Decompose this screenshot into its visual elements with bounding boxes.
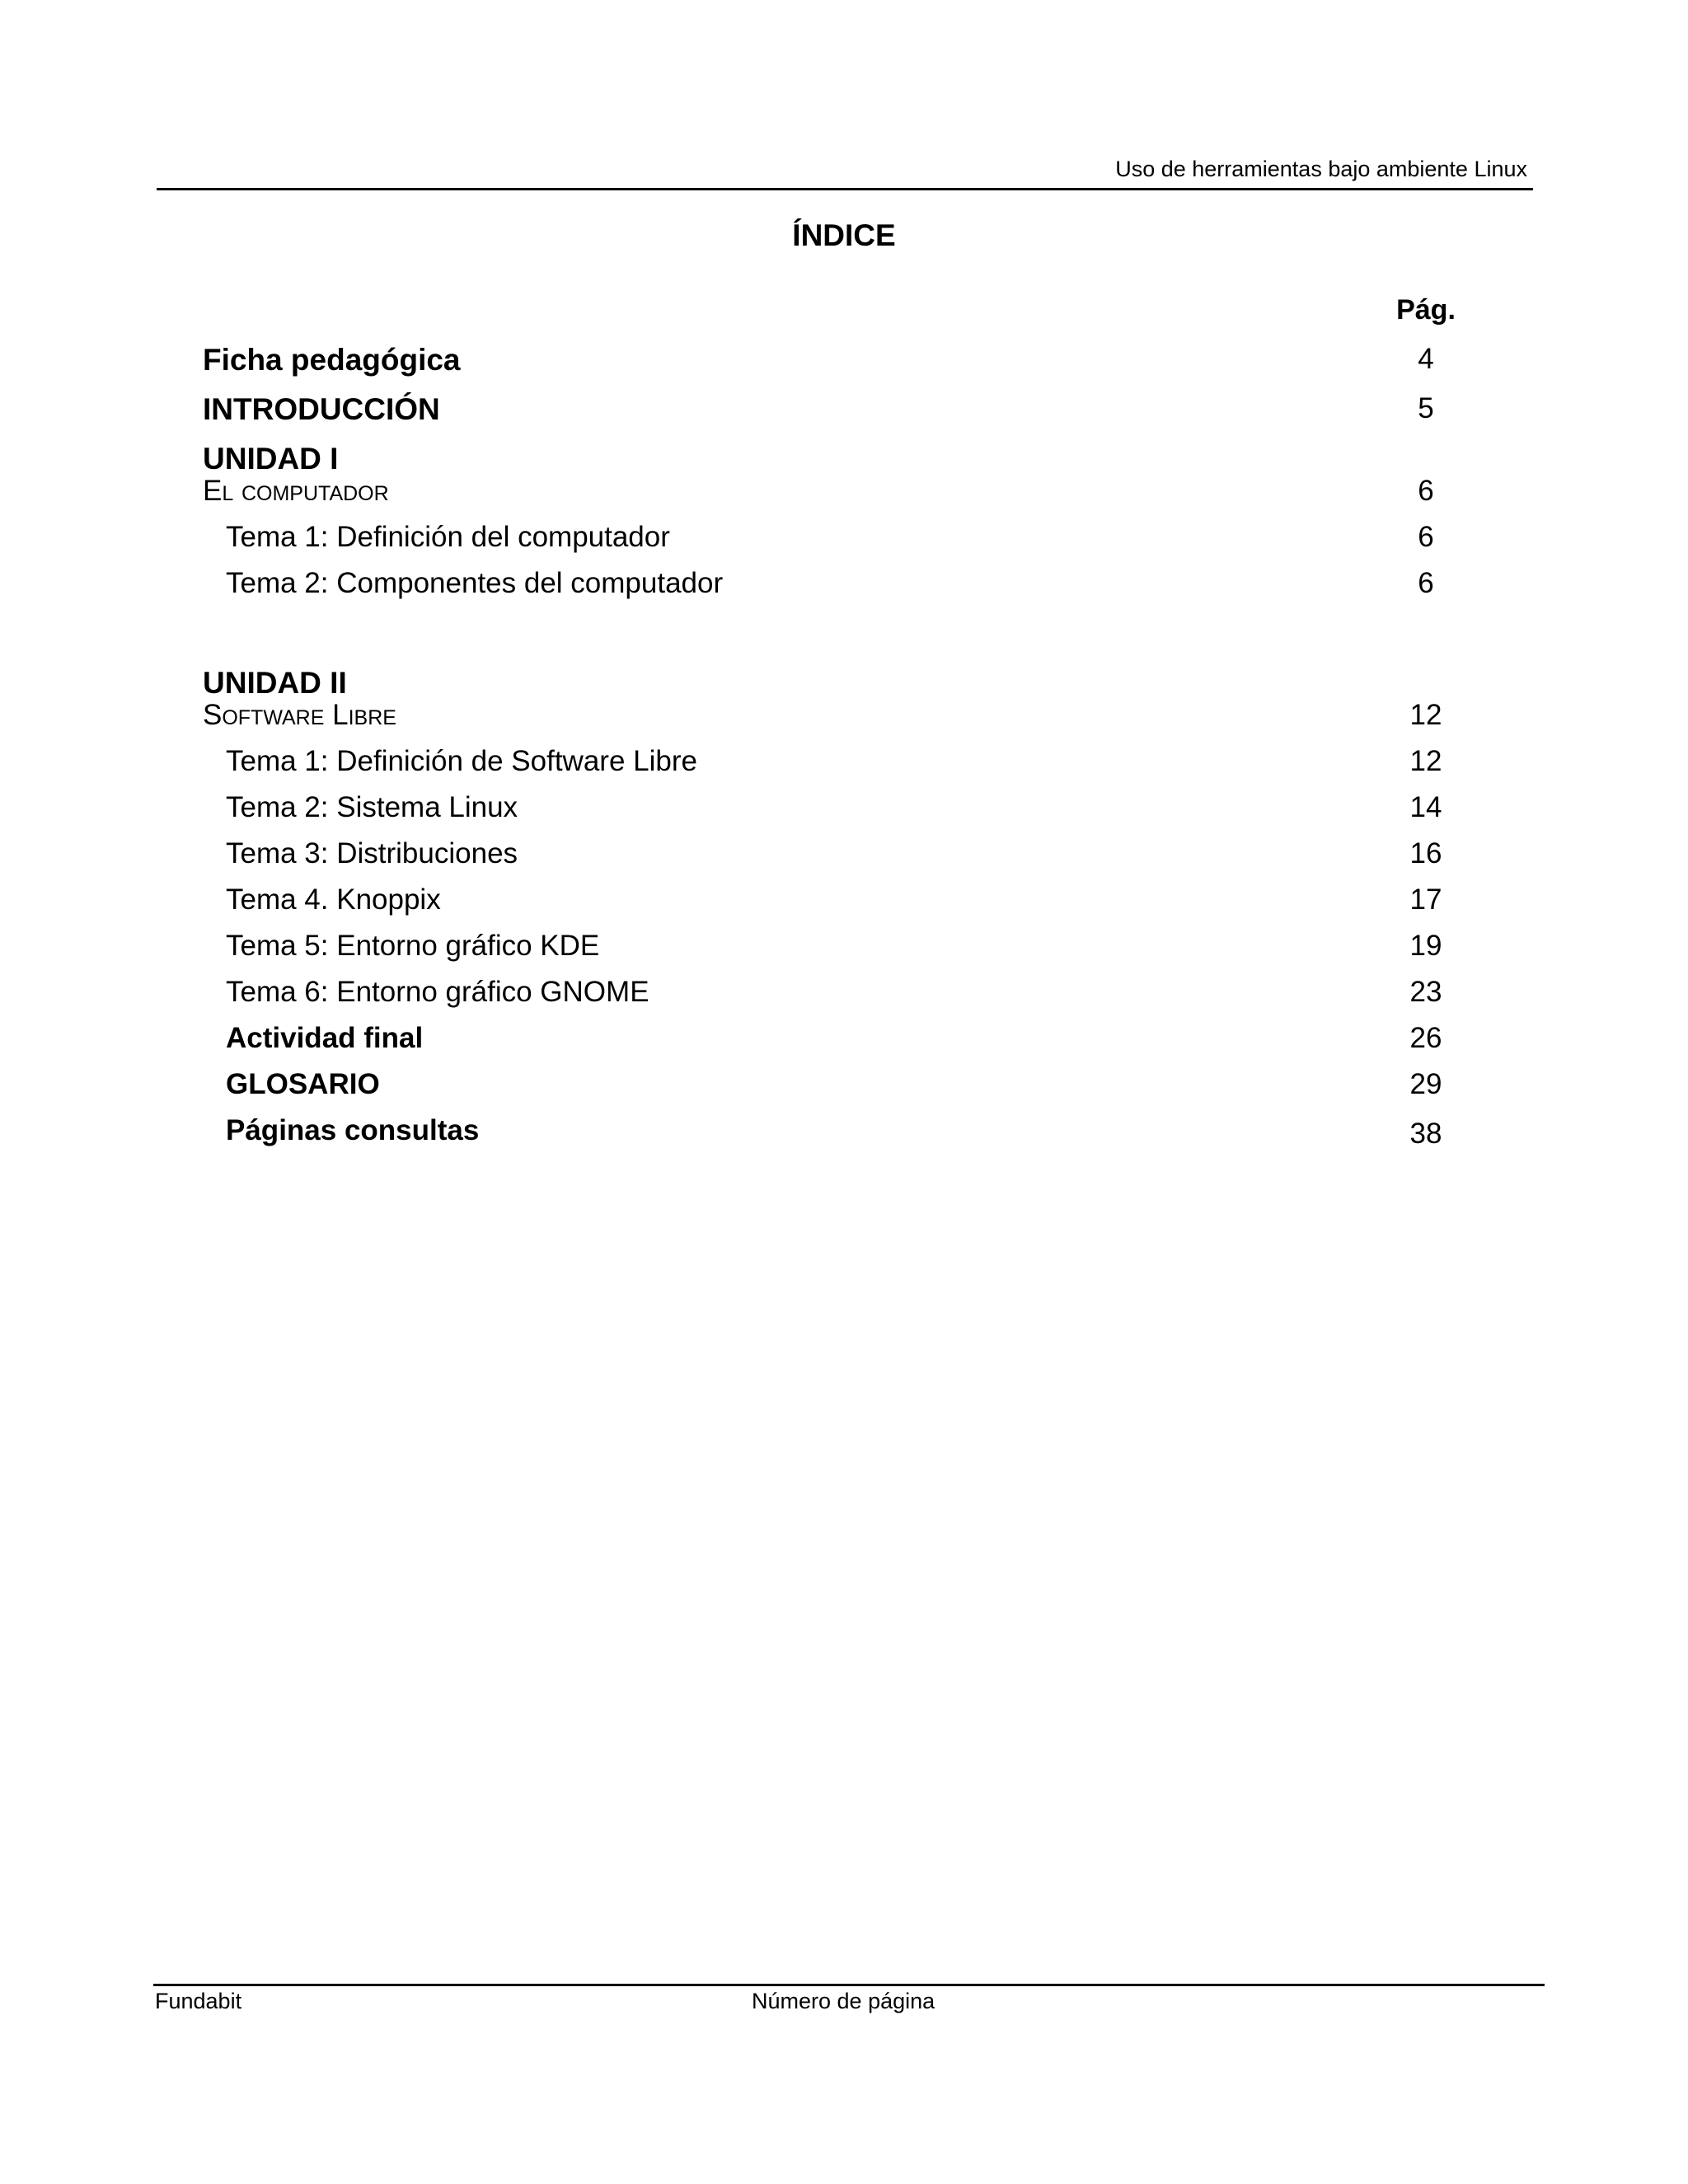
toc-entry-page: 12 [1409, 745, 1442, 777]
toc-entry-page: 6 [1418, 567, 1434, 599]
toc-entry-page: 6 [1418, 475, 1434, 507]
toc-entry-label: Tema 4. Knoppix [226, 883, 441, 916]
toc-entry-page: 6 [1418, 521, 1434, 553]
page-column-label: Pág. [1396, 294, 1456, 326]
footer-rule [153, 1984, 1545, 1986]
toc-entry-page: 12 [1409, 699, 1442, 731]
toc-entry-label: Actividad final [226, 1022, 424, 1054]
toc-entry-label: Páginas consultas [226, 1114, 480, 1146]
toc-entry-label: Tema 3: Distribuciones [226, 837, 518, 869]
toc-entry-label: Tema 2: Componentes del computador [226, 567, 724, 599]
toc-entry-page: 19 [1409, 930, 1442, 962]
toc-entry-label: UNIDAD I [203, 442, 339, 476]
footer-left-text: Fundabit [155, 1989, 242, 2013]
toc-entry-label: Ficha pedagógica [203, 343, 461, 377]
toc-entry-label: Tema 2: Sistema Linux [226, 791, 518, 823]
toc-entry-label: INTRODUCCIÓN [203, 392, 440, 426]
page-title: ÍNDICE [792, 218, 896, 252]
toc-entry-label: UNIDAD II [203, 666, 347, 700]
toc-entry-label: Tema 1: Definición del computador [226, 521, 670, 553]
toc-entry-page: 17 [1409, 883, 1442, 916]
toc-entry-page: 26 [1409, 1022, 1442, 1054]
toc-entry-page: 23 [1409, 976, 1442, 1008]
toc-entry-label: Tema 6: Entorno gráfico GNOME [226, 976, 649, 1008]
footer-center-text: Número de página [752, 1989, 935, 2013]
toc-entry-page: 29 [1409, 1068, 1442, 1100]
running-header: Uso de herramientas bajo ambiente Linux [1115, 157, 1527, 181]
toc-entry-label: Software Libre [203, 699, 396, 731]
toc-entry-label: GLOSARIO [226, 1068, 380, 1100]
toc-entry-page: 16 [1409, 837, 1442, 869]
toc-entry-label: El computador [203, 475, 389, 507]
toc-entry-page: 4 [1418, 343, 1434, 375]
toc-entry-label: Tema 5: Entorno gráfico KDE [226, 930, 600, 962]
toc-entry-page: 14 [1409, 791, 1442, 823]
toc-entry-label: Tema 1: Definición de Software Libre [226, 745, 697, 777]
toc-entry-page: 5 [1418, 392, 1434, 424]
toc-entry-page: 38 [1409, 1118, 1442, 1150]
